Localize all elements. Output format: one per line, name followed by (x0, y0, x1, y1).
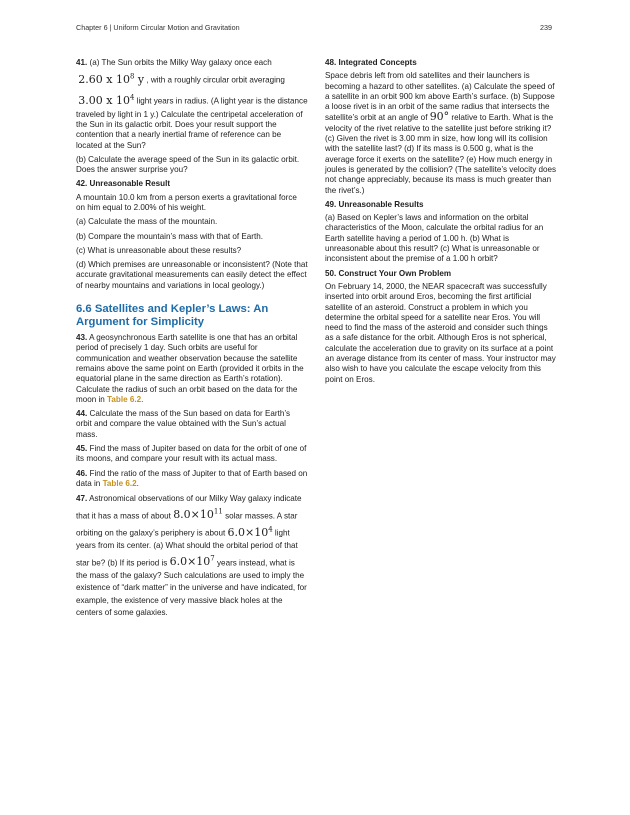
equation-line: 2.60 x $10^8$ y , with a roughly circular orbit averaging (78, 72, 285, 86)
math-expression: $8.0\times 10^{11}$ (173, 507, 223, 522)
problem-42-text: A mountain 10.0 km from a person exerts a gravitational force on him equal to 2.00% of his weight. (76, 192, 297, 212)
problem-number: 45. (76, 444, 88, 454)
problem-42c: (c) What is unreasonable about these results? (76, 245, 242, 255)
problem-48-heading: 48. Integrated Concepts (325, 58, 417, 67)
problem-number: 44. (76, 409, 88, 419)
math-expression: $6.0\times 10^4$ (227, 524, 273, 539)
problem-number: 41. (76, 58, 88, 67)
problem-42b: (b) Compare the mountain’s mass with that of Earth. (76, 231, 263, 241)
problem-43: 43. A geosynchronous Earth satellite is one that has an orbital period of precisely 1 day. Such orbits are useful for communication and weather observation because the satellite remains above the same point on Earth (provided it orbits in the equatorial plane in the same direction as Earth’s rotation). Calculate the radius of such an orbit based on the data for the moon in Table 6.2. (76, 333, 304, 404)
problem-49-heading: 49. Unreasonable Results (325, 199, 424, 209)
left-column (76, 58, 308, 624)
problem-42d: (d) Which premises are unreasonable or inconsistent? (Note that accurate gravitational measurements can easily detect the effect of nearby mountains and variations in local geology.) (76, 260, 308, 290)
problem-42-heading: 42. Unreasonable Result (76, 179, 171, 189)
problem-48-text: Space debris left from old satellites and their launchers is becoming a hazard to other satellites. (a) Calculate the speed of a satellite in an orbit 900 km above Earth’s surface. (b) Suppose a loose rivet is in an orbit of the same radius that intersects the satellite’s orbit at an angle of 90° relative to Earth. What is the velocity of the rivet relative to the satellite just before striking it? (c) Given the rivet is 3.00 mm in size, how long will its collision with the satellite last? (d) If its mass is 0.500 g, what is the average force it exerts on the satellite? (e) How much energy in joules is generated by the collision? (The satellite’s velocity does not change appreciably, because its mass is much greater than the rivet’s.) (325, 71, 557, 195)
equation-line (76, 92, 135, 107)
problem-45: 45. Find the mass of Jupiter based on data for the orbit of one of its moons, and compare your result with its actual mass. (76, 444, 307, 464)
math-expression: 3.00 x $10^4$ (78, 92, 135, 107)
problem-number: 47. (76, 494, 88, 504)
problem-41b: (b) Calculate the average speed of the Sun in its galactic orbit. Does the answer surprise you? (76, 154, 300, 175)
math-expression: $6.0\times 10^7$ (169, 554, 215, 569)
problem-46: 46. Find the ratio of the mass of Jupiter to that of Earth based on data in Table 6.2. (76, 468, 308, 488)
problem-47: 47. Astronomical observations of our Milky Way galaxy indicate that it has a mass of about $8.0\times 10^{11}$ solar masses. A star orbiting on the galaxy’s periphery is about $6.0\times 10^4$ light years from its center. (a) What should the orbital period of that star be? (b) If its period is $6.0\times 10^7$ years instead, what is the mass of the galaxy? Such calculations are used to imply the existence of “dark matter” in the universe and have indicated, for example, the existence of very massive black holes at the centers of some galaxies. (76, 494, 307, 618)
math-expression: 2.60 x $10^8$ y (78, 72, 145, 86)
problem-number: 43. (76, 333, 88, 343)
problem-49-text: (a) Based on Kepler’s laws and information on the orbital characteristics of the Moon, calculate the orbital radius for an Earth satellite having a period of 1.00 h. (b) What is unreasonable about this result? (c) What is unreasonable or inconsistent about the premise of a 1.00 h orbit? (325, 213, 544, 264)
page-number: 239 (540, 23, 552, 32)
right-column (325, 58, 558, 389)
table-link[interactable]: Table 6.2 (102, 478, 137, 488)
problem-50-text: On February 14, 2000, the NEAR spacecraft was successfully inserted into orbit around Eros, becoming the first artificial satellite of an asteroid. Construct a problem in which you determine the orbital speed for a satellite near Eros. You will need to find the mass of the asteroid and consider such things as a safe distance for the orbit. Although Eros is not spherical, calculate the acceleration due to gravity on its surface at a point an average distance from its center of mass. Your instructor may also wish to have you calculate the escape velocity from this point on Eros. (325, 281, 556, 384)
table-link[interactable]: Table 6.2 (107, 394, 142, 404)
problem-42a: (a) Calculate the mass of the mountain. (76, 217, 218, 227)
running-header: Chapter 6 | Uniform Circular Motion and Gravitation (76, 23, 240, 32)
problem-number: 46. (76, 468, 88, 478)
problem-50-heading: 50. Construct Your Own Problem (325, 268, 452, 278)
problem-44: 44. Calculate the mass of the Sun based on data for Earth’s orbit and compare the value obtained with the Sun’s actual mass. (76, 409, 291, 439)
math-expression: 90° (429, 110, 450, 124)
problem-41a: 41. (a) The Sun orbits the Milky Way galaxy once each 2.60 x $10^8$ y , with a roughly circular orbit averaging 3.00 x $10^4$ light years in radius. (A light year is the distance traveled by light in 1 y.) Calculate the centripetal acceleration of the Sun in its galactic orbit. Does your result support the contention that a nearly inertial frame of reference can be located at the Sun? (76, 58, 308, 150)
section-heading: 6.6 Satellites and Kepler’s Laws: An Argument for Simplicity (76, 303, 269, 328)
